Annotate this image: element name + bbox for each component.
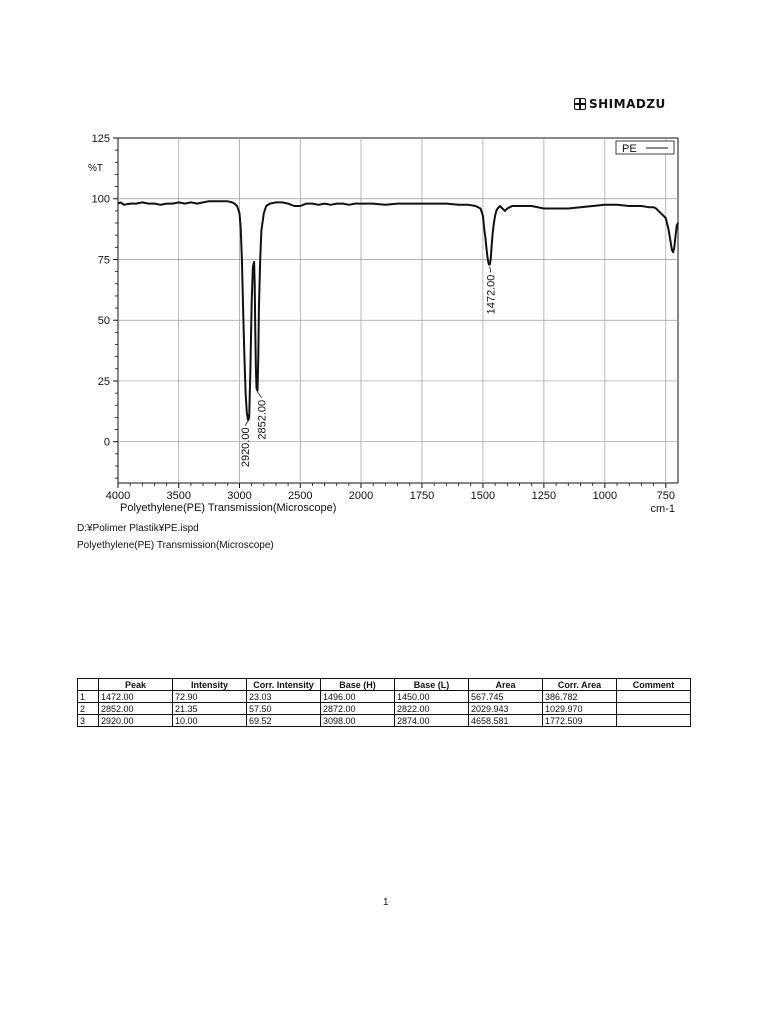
table-row [78, 703, 691, 715]
peak-leader [490, 267, 491, 273]
peak-table-header: Corr. Area [543, 679, 617, 691]
table-cell: 69.52 [247, 715, 321, 727]
x-tick-label: 1000 [592, 490, 618, 502]
plot-frame [118, 138, 678, 483]
peak-table [77, 678, 691, 727]
peak-table-header: Corr. Intensity [247, 679, 321, 691]
table-cell: 21.35 [173, 703, 247, 715]
peak-table-header: Peak [99, 679, 173, 691]
brand-name: SHIMADZU [589, 97, 666, 111]
x-tick-label: 4000 [105, 490, 131, 502]
x-tick-label: 1250 [531, 490, 557, 502]
x-tick-label: 2000 [348, 490, 374, 502]
table-cell: 1472.00 [99, 691, 173, 703]
peak-label: 1472.00 [485, 274, 498, 315]
table-cell: 3 [78, 715, 99, 727]
x-tick-label: 2500 [288, 490, 313, 502]
x-tick-label: 3500 [166, 490, 191, 502]
table-cell [617, 703, 691, 715]
chart-title: Polyethylene(PE) Transmission(Microscope) [120, 502, 337, 514]
table-cell: 1450.00 [395, 691, 469, 703]
x-tick-label: 750 [656, 490, 675, 502]
peak-leader [257, 392, 261, 398]
x-tick-label: 1750 [409, 490, 435, 502]
table-cell: 23.03 [247, 691, 321, 703]
peak-table-header: Comment [617, 679, 691, 691]
table-cell: 4658.581 [469, 715, 543, 727]
x-axis-label: cm-1 [650, 503, 675, 515]
table-cell: 2872.00 [321, 703, 395, 715]
table-cell [617, 715, 691, 727]
peak-table-header: Intensity [173, 679, 247, 691]
peak-table-header: Base (L) [395, 679, 469, 691]
y-tick-label: 0 [103, 436, 110, 449]
legend-label: PE [622, 143, 637, 155]
y-tick-label: 125 [91, 133, 110, 145]
y-axis-label: %T [88, 163, 103, 175]
peak-table-header-row [78, 679, 691, 691]
file-path: D:¥Polimer Plastik¥PE.ispd [77, 523, 199, 534]
table-cell: 2874.00 [395, 715, 469, 727]
y-tick-label: 25 [97, 375, 110, 388]
y-tick-label: 75 [97, 254, 110, 267]
table-row [78, 691, 691, 703]
table-row [78, 715, 691, 727]
table-cell: 2029.943 [469, 703, 543, 715]
series-line-pe [118, 201, 678, 420]
table-cell: 1 [78, 691, 99, 703]
table-cell: 1029.970 [543, 703, 617, 715]
y-tick-label: 50 [97, 315, 110, 328]
y-tick-label: 100 [91, 193, 110, 206]
table-cell: 386.782 [543, 691, 617, 703]
peak-table-header [78, 679, 99, 691]
page-number: 1 [383, 897, 389, 908]
table-cell: 567.745 [469, 691, 543, 703]
table-cell [617, 691, 691, 703]
peak-table-header: Base (H) [321, 679, 395, 691]
table-cell: 2852.00 [99, 703, 173, 715]
table-cell: 3098.00 [321, 715, 395, 727]
peak-label: 2852.00 [256, 399, 269, 440]
table-cell: 1772.509 [543, 715, 617, 727]
peak-table-header: Area [469, 679, 543, 691]
peak-label: 2920.00 [240, 427, 253, 468]
table-cell: 1496.00 [321, 691, 395, 703]
x-tick-label: 1500 [470, 490, 496, 502]
table-cell: 72.90 [173, 691, 247, 703]
table-cell: 2822.00 [395, 703, 469, 715]
x-tick-label: 3000 [227, 490, 252, 502]
table-cell: 2 [78, 703, 99, 715]
table-cell: 57.50 [247, 703, 321, 715]
table-cell: 2920.00 [99, 715, 173, 727]
file-description: Polyethylene(PE) Transmission(Microscope) [77, 540, 274, 551]
table-cell: 10.00 [173, 715, 247, 727]
